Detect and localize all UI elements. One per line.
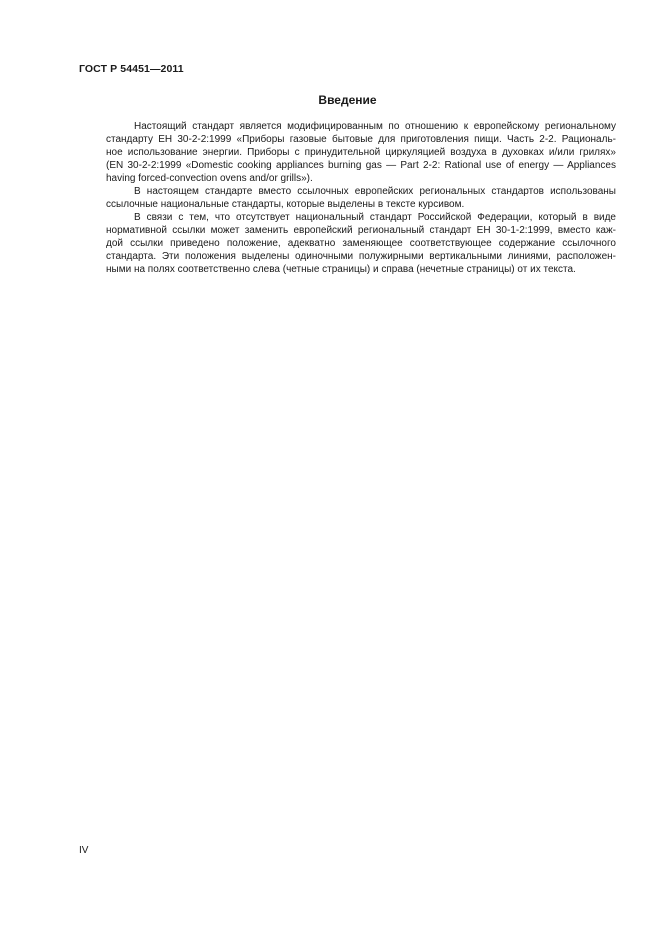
introduction-body [78, 120, 616, 276]
section-title: Введение [318, 93, 377, 107]
paragraph-1 [78, 120, 616, 185]
paragraph-2 [78, 185, 616, 211]
text-line: ными на полях соответственно слева (четные страницы) и справа (нечетные страницы) от их текста. [106, 264, 576, 275]
page-number: IV [79, 845, 89, 856]
text-line: ное использование энергии. Приборы с принудительной циркуляцией воздуха в духовках и/или грилях» [106, 147, 616, 158]
text-line: Настоящий стандарт является модифицированным по отношению к европейскому региональному [134, 121, 616, 132]
text-line: стандарту ЕН 30-2-2:1999 «Приборы газовые бытовые для приготовления пищи. Часть 2-2. Рациональ- [106, 134, 616, 145]
text-line: ссылочные национальные стандарты, которые выделены в тексте курсивом. [106, 199, 465, 210]
text-line: having forced-convection ovens and/or grills»). [106, 173, 313, 184]
text-line: нормативной ссылки может заменить европейский региональный стандарт ЕН 30-1-2:1999, вместо каж- [106, 225, 616, 236]
text-line: В связи с тем, что отсутствует национальный стандарт Российской Федерации, который в виде [134, 212, 616, 223]
document-header: ГОСТ Р 54451—2011 [79, 63, 184, 75]
text-line: стандарта. Эти положения выделены одиночными полужирными вертикальными линиями, расположен- [106, 251, 616, 262]
text-line: дой ссылки приведено положение, адекватно заменяющее соответствующее содержание ссылочного [106, 238, 616, 249]
text-line: (EN 30-2-2:1999 «Domestic cooking appliances burning gas — Part 2-2: Rational use of energy — Appliances [106, 160, 616, 171]
paragraph-3 [78, 211, 616, 276]
text-line: В настоящем стандарте вместо ссылочных европейских региональных стандартов использованы [134, 186, 616, 197]
